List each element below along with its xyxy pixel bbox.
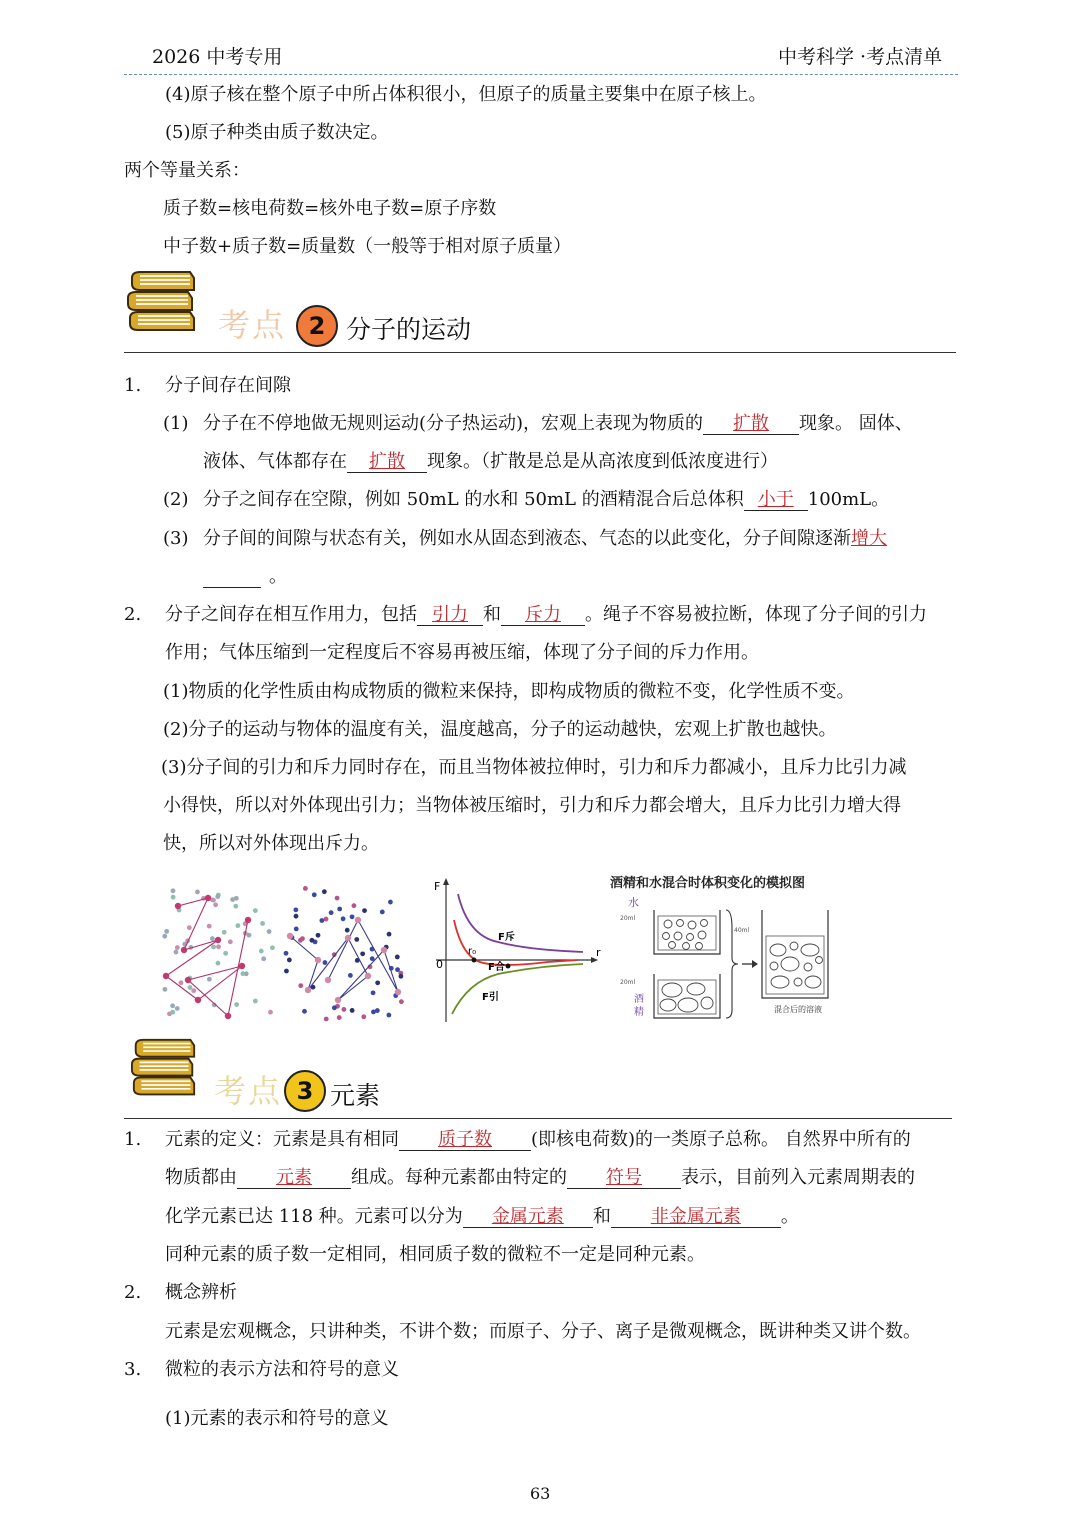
particle-dot [362, 908, 367, 913]
item3-sub: (1)元素的表示和符号的意义 [165, 1408, 389, 1429]
relation-2: 中子数+质子数=质量数（一般等于相对原子质量） [163, 236, 572, 257]
figure-title: 酒精和水混合时体积变化的模拟图 [610, 876, 806, 891]
answer-text: 增大 [851, 528, 887, 549]
particle-dot [375, 980, 380, 985]
item1-note: 同种元素的质子数一定相同，相同质子数的微粒不一定是同种元素。 [165, 1244, 705, 1265]
path-point [163, 973, 169, 979]
particle-dot [207, 924, 212, 929]
particle-dot [360, 951, 365, 956]
books-icon [124, 268, 200, 338]
particle-dot [361, 1014, 366, 1019]
alcohol-label: 酒 [634, 994, 644, 1005]
item2-note-3-line-1: (3)分子间的引力和斥力同时存在，而且当物体被拉伸时，引力和斥力都减小，且斥力比引力减 [161, 757, 907, 778]
path-point [305, 987, 311, 993]
item2-line-1 [165, 604, 927, 626]
header-right: 中考科学 ·考点清单 [778, 46, 943, 68]
particle-dot [371, 1009, 376, 1014]
particle-dot [350, 1008, 355, 1013]
particle-dot [164, 929, 169, 934]
item1-line-3 [165, 1206, 799, 1228]
particle-dot [324, 917, 329, 922]
particle-dot [195, 890, 200, 895]
path-point [287, 933, 293, 939]
particle-dot [261, 956, 266, 961]
particle-dot [228, 939, 233, 944]
blank-answer: 非金属元素 [611, 1207, 781, 1228]
particle-dot [234, 1002, 239, 1007]
text: 化学元素已达 118 种。元素可以分为 [165, 1206, 463, 1227]
item2-note-3-line-2: 小得快，所以对外体现出引力；当物体被压缩时，引力和斥力都会增大，且斥力比引力增大得 [163, 795, 901, 816]
item-number: 3. [124, 1359, 142, 1380]
relation-1: 质子数=核电荷数=核外电子数=原子序数 [163, 198, 497, 219]
path-point [381, 947, 387, 953]
text: (即核电荷数)的一类原子总称。 自然界中所有的 [531, 1129, 911, 1150]
path-point [335, 997, 341, 1003]
relations-title: 两个等量关系： [124, 160, 250, 181]
section-number-badge: 2 [296, 305, 338, 347]
result-label: 混合后的溶液 [774, 1005, 822, 1014]
text: 100mL。 [807, 489, 890, 510]
svg-text:精: 精 [634, 1007, 644, 1018]
path-point [175, 903, 181, 909]
path-point [315, 957, 321, 963]
particle-dot [329, 910, 334, 915]
subitem-number: (2) [163, 489, 189, 510]
particle-dot [323, 960, 328, 965]
blank-line [203, 567, 261, 588]
water-label: 水 [628, 896, 639, 909]
subitem-3-line [203, 528, 887, 550]
origin-label: 0 [436, 958, 443, 971]
intro-p5: (5)原子种类由质子数决定。 [165, 122, 389, 143]
path-point [215, 937, 221, 943]
text: 分子在不停地做无规则运动(分子热运动)，宏观上表现为物质的 [203, 413, 704, 434]
particle-dot [354, 937, 359, 942]
particle-dot [319, 918, 324, 923]
page-number: 63 [530, 1484, 551, 1503]
particle-dot [300, 936, 305, 941]
particle-dot [298, 983, 303, 988]
axis-label-f: F [434, 880, 441, 893]
text: 液体、气体都存在 [203, 451, 347, 472]
particle-dot [293, 907, 298, 912]
particle-dot [215, 894, 220, 899]
particle-dot [395, 967, 400, 972]
text: 元素的定义：元素是具有相同 [165, 1129, 399, 1150]
particle-dot [322, 889, 327, 894]
particle-dot [316, 933, 321, 938]
particle-dot [399, 999, 404, 1004]
particle-dot [267, 929, 272, 934]
path-point [185, 977, 191, 983]
particle-dot [268, 1010, 273, 1015]
particle-dot [303, 886, 308, 891]
path-point [345, 935, 351, 941]
subitem-number: (3) [163, 528, 189, 549]
text: 现象。 固体、 [799, 413, 913, 434]
subitem-1-line-2 [203, 451, 778, 473]
item2-note-3-line-3: 快，所以对外体现出斥力。 [163, 833, 379, 854]
section-divider [124, 1118, 952, 1119]
path-point [225, 1013, 231, 1019]
particle-dot [388, 900, 393, 905]
blank-answer: 质子数 [399, 1130, 531, 1151]
path-point [195, 997, 201, 1003]
path-point [355, 917, 361, 923]
text: 分子之间存在空隙，例如 50mL 的水和 50mL 的酒精混合后总体积 [203, 489, 744, 510]
mixing-volume-figure [602, 870, 852, 1022]
particle-dot [352, 903, 357, 908]
intermolecular-force-graph [428, 874, 608, 1024]
particle-dot [210, 936, 215, 941]
blank-answer: 元素 [237, 1168, 351, 1189]
particle-dot [171, 895, 176, 900]
particle-dot [387, 932, 392, 937]
particle-dot [216, 961, 221, 966]
particle-dot [380, 910, 385, 915]
particle-dot [223, 951, 228, 956]
text: 现象。（扩散是总是从高浓度到低浓度进行） [427, 451, 778, 472]
header-divider [124, 74, 958, 75]
particle-dot [260, 921, 265, 926]
particle-dot [294, 914, 299, 919]
particle-dot [335, 896, 340, 901]
particle-dot [174, 950, 179, 955]
particle-dot [345, 928, 350, 933]
path-point [325, 977, 331, 983]
particle-dot [222, 930, 227, 935]
f-chi-label: F斥 [498, 932, 515, 943]
particle-dot [337, 907, 342, 912]
particle-dot [175, 945, 180, 950]
intro-p4: (4)原子核在整个原子中所占体积很小，但原子的质量主要集中在原子核上。 [165, 84, 767, 105]
item-number: 1. [124, 1129, 142, 1150]
particle-dot [348, 973, 353, 978]
particle-dot [341, 916, 346, 921]
path-point [395, 989, 401, 995]
kaodian-label: 考点 [214, 1072, 283, 1110]
particle-dot [240, 971, 245, 976]
axis-label-r: r [596, 946, 601, 959]
item-title: 分子间存在间隙 [165, 375, 291, 396]
svg-text:20ml: 20ml [620, 915, 636, 922]
random-path [166, 898, 248, 1016]
particle-dot [294, 927, 299, 932]
item-number: 1. [124, 375, 142, 396]
blank-answer: 符号 [567, 1168, 681, 1189]
particle-dot [337, 1015, 342, 1020]
item-number: 2. [124, 604, 142, 625]
subitem-3-blank-line [203, 566, 287, 588]
particle-dot [216, 944, 221, 949]
item1-line-1 [165, 1129, 911, 1151]
particle-dot [270, 945, 275, 950]
particle-dot [187, 925, 192, 930]
text: 。 [269, 566, 287, 587]
section-title: 分子的运动 [346, 315, 472, 344]
books-icon [128, 1036, 200, 1102]
text: 分子之间存在相互作用力，包括 [165, 604, 417, 625]
text: 。 [780, 1206, 799, 1227]
particle-dot [341, 1007, 346, 1012]
particle-dot [230, 897, 235, 902]
item-title: 概念辨析 [165, 1282, 237, 1303]
section-divider [124, 352, 956, 353]
path-point [205, 895, 211, 901]
blank-answer: 引力 [417, 605, 483, 626]
particle-dot [312, 892, 317, 897]
particle-dot [398, 974, 403, 979]
path-point [181, 947, 187, 953]
blank-answer: 金属元素 [463, 1207, 593, 1228]
svg-text:20ml: 20ml [620, 979, 636, 986]
subitem-1-line-1 [203, 413, 913, 435]
particle-dot [395, 955, 400, 960]
particle-dot [284, 951, 289, 956]
blank-answer: 扩散 [347, 452, 427, 473]
particle-dot [213, 902, 218, 907]
text: 表示，目前列入元素周期表的 [681, 1167, 915, 1188]
particle-dot [350, 914, 355, 919]
item2-note-2: (2)分子的运动与物体的温度有关，温度越高，分子的运动越快，宏观上扩散也越快。 [163, 719, 837, 740]
item2-text: 元素是宏观概念，只讲种类，不讲个数；而原子、分子、离子是微观概念，既讲种类又讲个数。 [165, 1321, 921, 1342]
r0-label: r₀ [468, 946, 477, 957]
item2-note-1: (1)物质的化学性质由构成物质的微粒来保持，即构成物质的微粒不变，化学性质不变。 [163, 681, 855, 702]
particle-dot [207, 977, 212, 982]
f-he-label: F合 [488, 962, 505, 973]
particle-dot [170, 1010, 175, 1015]
item-title: 微粒的表示方法和符号的意义 [165, 1359, 399, 1380]
f-yin-label: F引 [482, 992, 499, 1003]
particle-dot [191, 988, 196, 993]
particle-dot [170, 1003, 175, 1008]
kaodian-label: 考点 [218, 306, 287, 344]
text: 和 [592, 1206, 611, 1227]
particle-dot [233, 904, 238, 909]
text: 。绳子不容易被拉断，体现了分子间的引力 [585, 604, 927, 625]
subitem-number: (1) [163, 413, 189, 434]
text: 和 [483, 604, 501, 625]
particle-dot [287, 958, 292, 963]
blank-answer: 斥力 [501, 605, 585, 626]
particle-dot [324, 1017, 329, 1022]
particle-dot [284, 969, 289, 974]
text: 组成。每种元素都由特定的 [351, 1167, 567, 1188]
particle-dot [236, 923, 241, 928]
section-number-badge: 3 [284, 1070, 326, 1112]
particle-dot [188, 985, 193, 990]
particle-dot [253, 999, 258, 1004]
particle-dot [211, 944, 216, 949]
header-left: 2026 中考专用 [152, 46, 283, 68]
blank-answer: 小于 [744, 490, 808, 511]
subitem-2-line [203, 489, 889, 511]
particle-dot [371, 990, 376, 995]
blank-answer: 扩散 [703, 414, 799, 435]
text: 物质都由 [165, 1167, 237, 1188]
particle-dot [175, 1006, 180, 1011]
particle-dot [259, 949, 264, 954]
item1-line-2 [165, 1167, 915, 1189]
particle-dot [253, 908, 258, 913]
path-point [365, 973, 371, 979]
particle-dot [332, 1005, 337, 1010]
path-point [245, 917, 251, 923]
particle-dot [302, 1009, 307, 1014]
particle-dot [386, 1013, 391, 1018]
particle-dot [309, 938, 314, 943]
item2-line-2: 作用；气体压缩到一定程度后不容易再被压缩，体现了分子间的斥力作用。 [165, 642, 759, 663]
particle-dot [163, 987, 168, 992]
particle-dot [179, 980, 184, 985]
svg-text:40ml: 40ml [734, 927, 750, 934]
molecular-motion-figure [158, 880, 408, 1028]
text: 分子间的间隙与状态有关，例如水从固态到液态、气态的以此变化，分子间隙逐渐 [203, 528, 851, 549]
section-title: 元素 [330, 1081, 381, 1110]
path-point [239, 963, 245, 969]
item-number: 2. [124, 1282, 142, 1303]
repulsion-curve [458, 894, 583, 952]
particle-dot [162, 934, 167, 939]
particle-dot [171, 888, 176, 893]
attraction-curve [452, 964, 583, 1014]
